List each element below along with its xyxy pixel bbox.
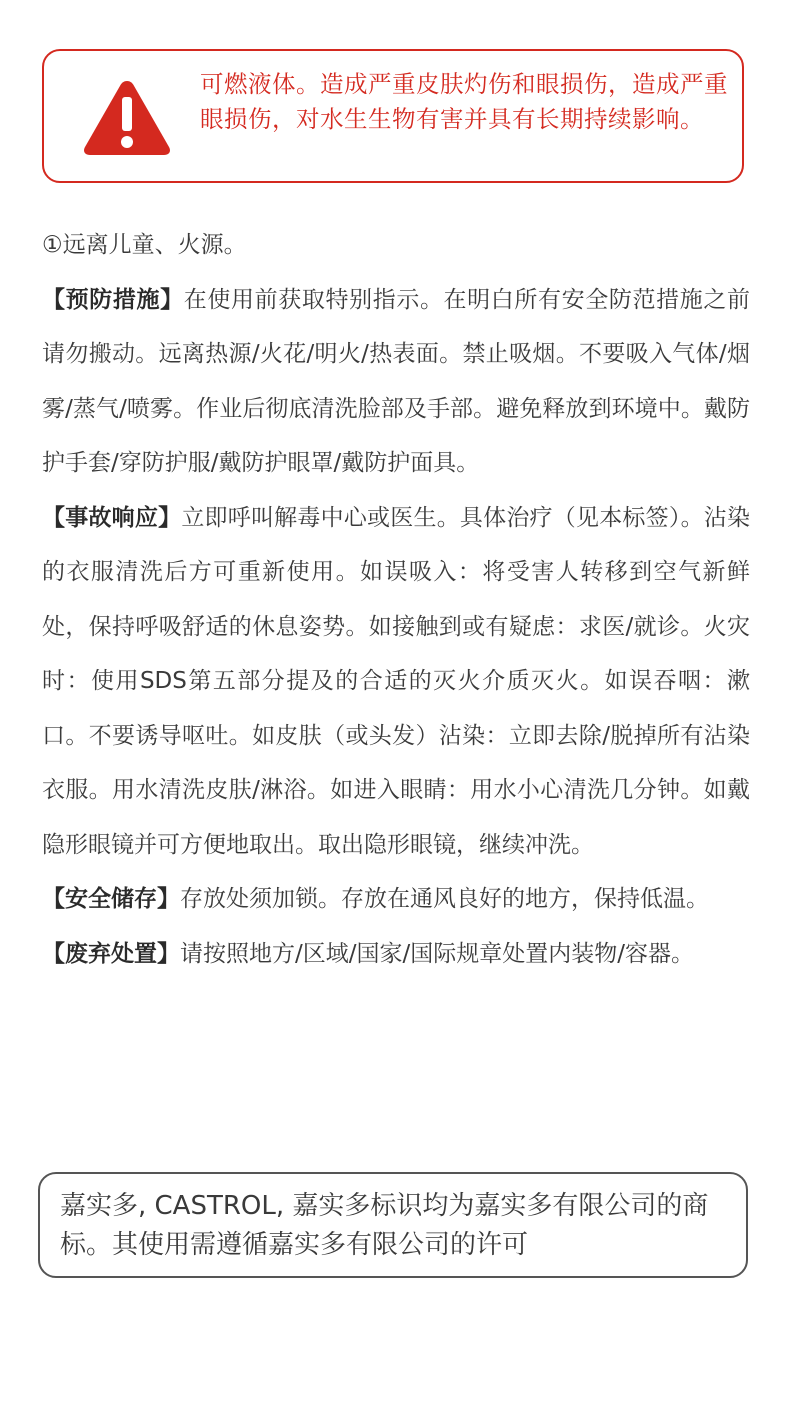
trademark-notice: 嘉实多, CASTROL, 嘉实多标识均为嘉实多有限公司的商标。其使用需遵循嘉实多有限公司的许可 [60,1191,709,1260]
section-text: 在使用前获取特别指示。在明白所有安全防范措施之前请勿搬动。远离热源/火花/明火/热表面。禁止吸烟。不要吸入气体/烟雾/蒸气/喷雾。作业后彻底清洗脸部及手部。避免释放到环境中。戴防护手套/穿防护服/戴防护眼罩/戴防护面具。 [42,286,751,476]
warning-triangle-icon [82,77,172,157]
section-heading: 【废弃处置】 [42,940,180,967]
section-heading: 【安全储存】 [42,886,180,912]
section-storage [42,872,750,927]
section-heading: 【事故响应】 [42,504,182,531]
section-text: 存放处须加锁。存放在通风良好的地方，保持低温。 [180,886,709,912]
section-prevention [42,273,750,491]
intro-line: ①远离儿童、火源。 [42,232,247,258]
section-text: 请按照地方/区域/国家/国际规章处置内装物/容器。 [180,940,694,967]
label-body [42,218,750,981]
section-response [42,491,750,873]
trademark-notice-box [38,1172,748,1278]
section-heading: 【预防措施】 [42,286,184,313]
section-disposal [42,927,750,982]
hazard-statement: 可燃液体。造成严重皮肤灼伤和眼损伤，造成严重眼损伤，对水生生物有害并具有长期持续影响。 [200,70,728,133]
hazard-warning-box [42,49,744,183]
section-text: 立即呼叫解毒中心或医生。具体治疗（见本标签）。沾染的衣服清洗后方可重新使用。如误吸入：将受害人转移到空气新鲜处，保持呼吸舒适的休息姿势。如接触到或有疑虑：求医/就诊。火灾时：使用SDS第五部分提及的合适的灭火介质灭火。如误吞咽：漱口。不要诱导呕吐。如皮肤（或头发）沾染：立即去除/脱掉所有沾染衣服。用水清洗皮肤/淋浴。如进入眼睛：用水小心清洗几分钟。如戴隐形眼镜并可方便地取出。取出隐形眼镜，继续冲洗。 [42,504,751,858]
